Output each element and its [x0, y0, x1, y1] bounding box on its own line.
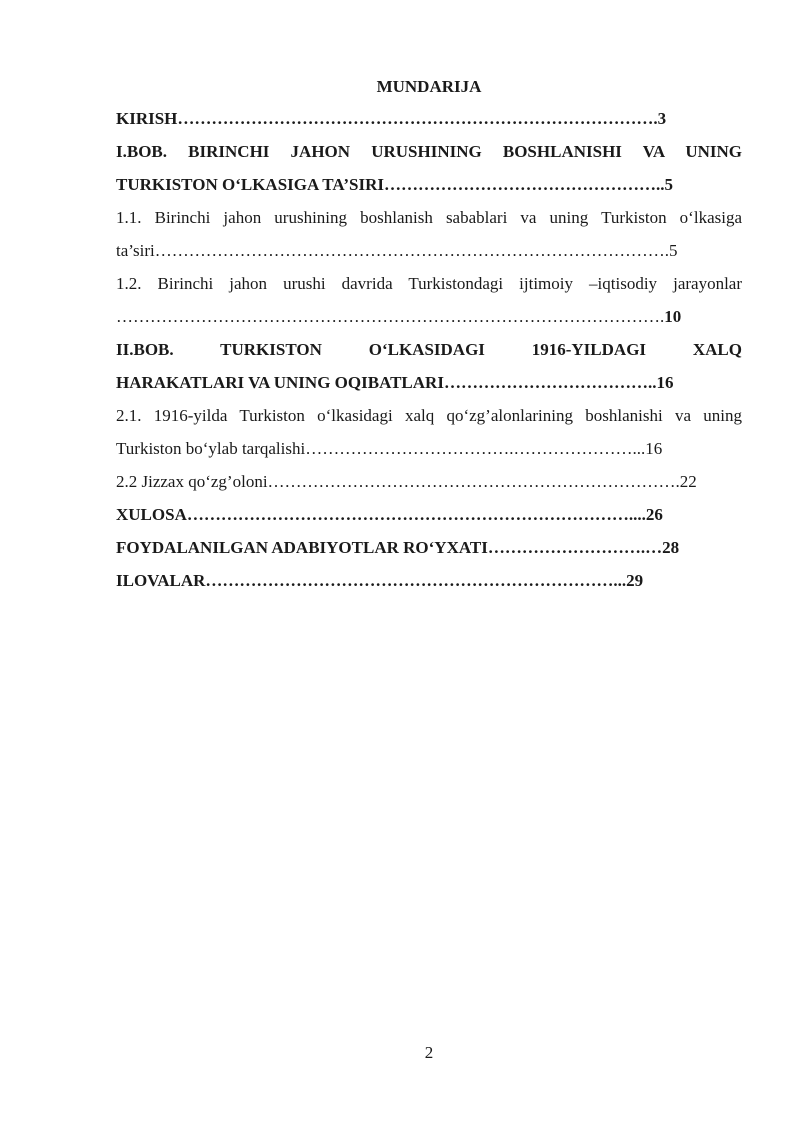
toc-entry-section-2-2[interactable]	[116, 465, 742, 498]
toc-entry-chapter-1-line-1: I.BOB. BIRINCHI JAHON URUSHINING BOSHLANISHI VA UNING	[116, 142, 742, 161]
toc-entry-xulosa[interactable]	[116, 498, 742, 531]
toc-entry-kirish-text: KIRISH………………………………………………………………………….3	[116, 109, 667, 128]
toc-entry-section-1-1-line-2: ta’siri……………………………………………………………………………….5	[116, 241, 678, 260]
page-number: 2	[424, 1043, 434, 1062]
toc-entry-section-1-1[interactable]	[116, 201, 742, 267]
toc-entry-kirish[interactable]	[116, 102, 742, 135]
toc-entry-section-1-1-line-1: 1.1. Birinchi jahon urushining boshlanish sabablari va uning Turkiston o‘lkasiga	[116, 208, 742, 227]
toc-entry-chapter-2-line-1: II.BOB. TURKISTON O‘LKASIDAGI 1916-YILDAGI XALQ	[116, 340, 742, 359]
toc-entry-section-1-2[interactable]	[116, 267, 742, 333]
toc-entry-ilovalar[interactable]	[116, 564, 742, 597]
toc-entry-adabiyotlar[interactable]	[116, 531, 742, 564]
toc-entry-adabiyotlar-text: FOYDALANILGAN ADABIYOTLAR RO‘YXATI……………………….…28	[116, 538, 680, 557]
toc-entry-chapter-1[interactable]	[116, 135, 742, 201]
toc-entry-chapter-2-line-2: HARAKATLARI VA UNING OQIBATLARI………………………………..16	[116, 373, 674, 392]
toc-entry-section-2-2-text: 2.2 Jizzax qo‘zg’oloni……………………………………………………………….22	[116, 472, 697, 491]
toc-entry-xulosa-text: XULOSA……………………………………………………………………....26	[116, 505, 663, 524]
toc-entry-section-1-2-line-1: 1.2. Birinchi jahon urushi davrida Turkistondagi ijtimoiy –iqtisodiy jarayonlar	[116, 274, 742, 293]
toc-title: MUNDARIJA	[376, 77, 482, 96]
toc-entry-ilovalar-text: ILOVALAR………………………………………………………………...29	[116, 571, 644, 590]
toc-entry-chapter-2[interactable]	[116, 333, 742, 399]
toc-entry-chapter-1-line-2: TURKISTON O‘LKASIGA TA’SIRI…………………………………………..5	[116, 175, 673, 194]
toc-entry-section-2-1-line-2: Turkiston bo‘ylab tarqalishi……………………………….…………………...16	[116, 439, 663, 458]
toc-entry-section-2-1-line-1: 2.1. 1916-yilda Turkiston o‘lkasidagi xalq qo‘zg’alonlarining boshlanishi va uning	[116, 406, 742, 425]
toc-entry-section-1-2-line-2: …………………………………………………………………………………….10	[116, 307, 682, 326]
toc-entry-section-2-1[interactable]	[116, 399, 742, 465]
table-of-contents	[116, 102, 742, 597]
